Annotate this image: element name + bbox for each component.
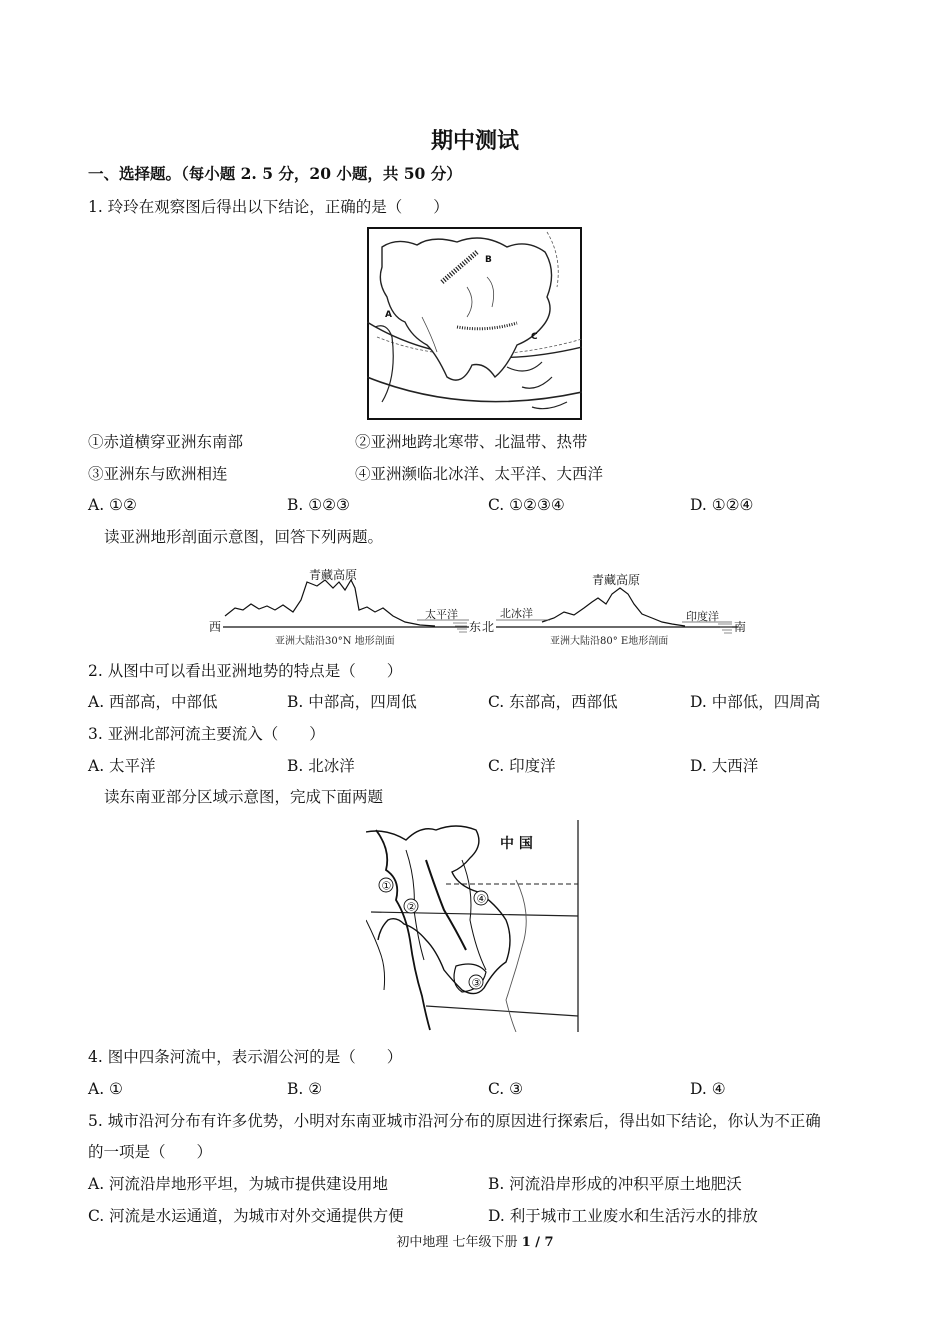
profile-right-south: 南 (734, 620, 747, 634)
q3-option-a[interactable]: A. 太平洋 (88, 757, 156, 775)
statement-2: ②亚洲地跨北寒带、北温带、热带 (355, 433, 588, 451)
footer-page-number: 1 / 7 (521, 1235, 554, 1250)
asia-map (367, 227, 582, 420)
q1-option-a[interactable]: A. ①② (88, 496, 137, 514)
section-heading: 一、选择题。（每小题 2. 5 分，20 小题，共 50 分） (88, 164, 462, 183)
statement-3: ③亚洲东与欧洲相连 (88, 465, 228, 483)
profile-right-north: 北 (482, 620, 495, 634)
q5-option-c[interactable]: C. 河流是水运通道，为城市对外交通提供方便 (88, 1207, 404, 1225)
q1-stem: 1. 玲玲在观察图后得出以下结论，正确的是（ ） (88, 198, 449, 216)
q4-option-d[interactable]: D. ④ (690, 1080, 726, 1098)
profile-left-east: 东 (469, 620, 482, 634)
q5-option-a[interactable]: A. 河流沿岸地形平坦，为城市提供建设用地 (88, 1175, 389, 1193)
q5-option-d[interactable]: D. 利于城市工业废水和生活污水的排放 (488, 1207, 758, 1225)
map-label-a: A (385, 310, 392, 320)
q1-option-c[interactable]: C. ①②③④ (488, 496, 565, 514)
q4-stem: 4. 图中四条河流中，表示湄公河的是（ ） (88, 1048, 403, 1066)
profile-left-peak: 青藏高原 (309, 568, 358, 582)
terrain-profile-80e (480, 560, 750, 650)
river-label-2: ② (406, 900, 417, 914)
q5-stem-line2: 的一项是（ ） (88, 1143, 213, 1161)
q3-option-c[interactable]: C. 印度洋 (488, 757, 556, 775)
q3-option-b[interactable]: B. 北冰洋 (287, 757, 355, 775)
profile-right-ocean-s: 印度洋 (686, 610, 719, 623)
river-label-3: ③ (471, 976, 482, 990)
statement-4: ④亚洲濒临北冰洋、太平洋、大西洋 (355, 465, 604, 483)
q4-option-c[interactable]: C. ③ (488, 1080, 524, 1098)
q2-option-a[interactable]: A. 西部高，中部低 (88, 693, 218, 711)
map-label-c: C (531, 332, 538, 342)
map-country-label: 中 国 (500, 836, 533, 852)
profile-right-caption: 亚洲大陆沿80° E地形剖面 (550, 636, 669, 647)
q1-option-d[interactable]: D. ①②④ (690, 496, 754, 514)
profile-right-ocean-n: 北冰洋 (500, 607, 533, 620)
q2-option-c[interactable]: C. 东部高，西部低 (488, 693, 618, 711)
profile-left-caption: 亚洲大陆沿30°N 地形剖面 (275, 636, 395, 647)
q1-option-b[interactable]: B. ①②③ (287, 496, 350, 514)
q5-option-b[interactable]: B. 河流沿岸形成的冲积平原土地肥沃 (488, 1175, 742, 1193)
q3-stem: 3. 亚洲北部河流主要流入（ ） (88, 725, 325, 743)
q3-option-d[interactable]: D. 大西洋 (690, 757, 759, 775)
map-label-b: B (485, 255, 492, 265)
page-title: 期中测试 (430, 128, 519, 154)
q2-option-d[interactable]: D. 中部低，四周高 (690, 693, 821, 711)
southeast-asia-map (366, 820, 582, 1032)
q2-option-b[interactable]: B. 中部高，四周低 (287, 693, 417, 711)
river-label-4: ④ (476, 892, 487, 906)
river-label-1: ① (381, 879, 392, 893)
q4-option-b[interactable]: B. ② (287, 1080, 323, 1098)
terrain-profile-30n (205, 560, 495, 650)
q2-stem: 2. 从图中可以看出亚洲地势的特点是（ ） (88, 662, 403, 680)
profile-left-ocean: 太平洋 (425, 608, 458, 621)
sea-intro: 读东南亚部分区域示意图，完成下面两题 (104, 788, 384, 806)
statement-1: ①赤道横穿亚洲东南部 (88, 433, 244, 451)
page-footer (0, 1231, 950, 1250)
profile-intro: 读亚洲地形剖面示意图，回答下列两题。 (104, 528, 384, 546)
q5-stem-line1: 5. 城市沿河分布有许多优势，小明对东南亚城市沿河分布的原因进行探索后，得出如下结论，你认为不正确 (88, 1112, 821, 1130)
profile-right-peak: 青藏高原 (592, 573, 641, 587)
footer-subject: 初中地理 七年级下册 (396, 1235, 518, 1250)
profile-left-west: 西 (209, 620, 222, 634)
q4-option-a[interactable]: A. ① (88, 1080, 123, 1098)
